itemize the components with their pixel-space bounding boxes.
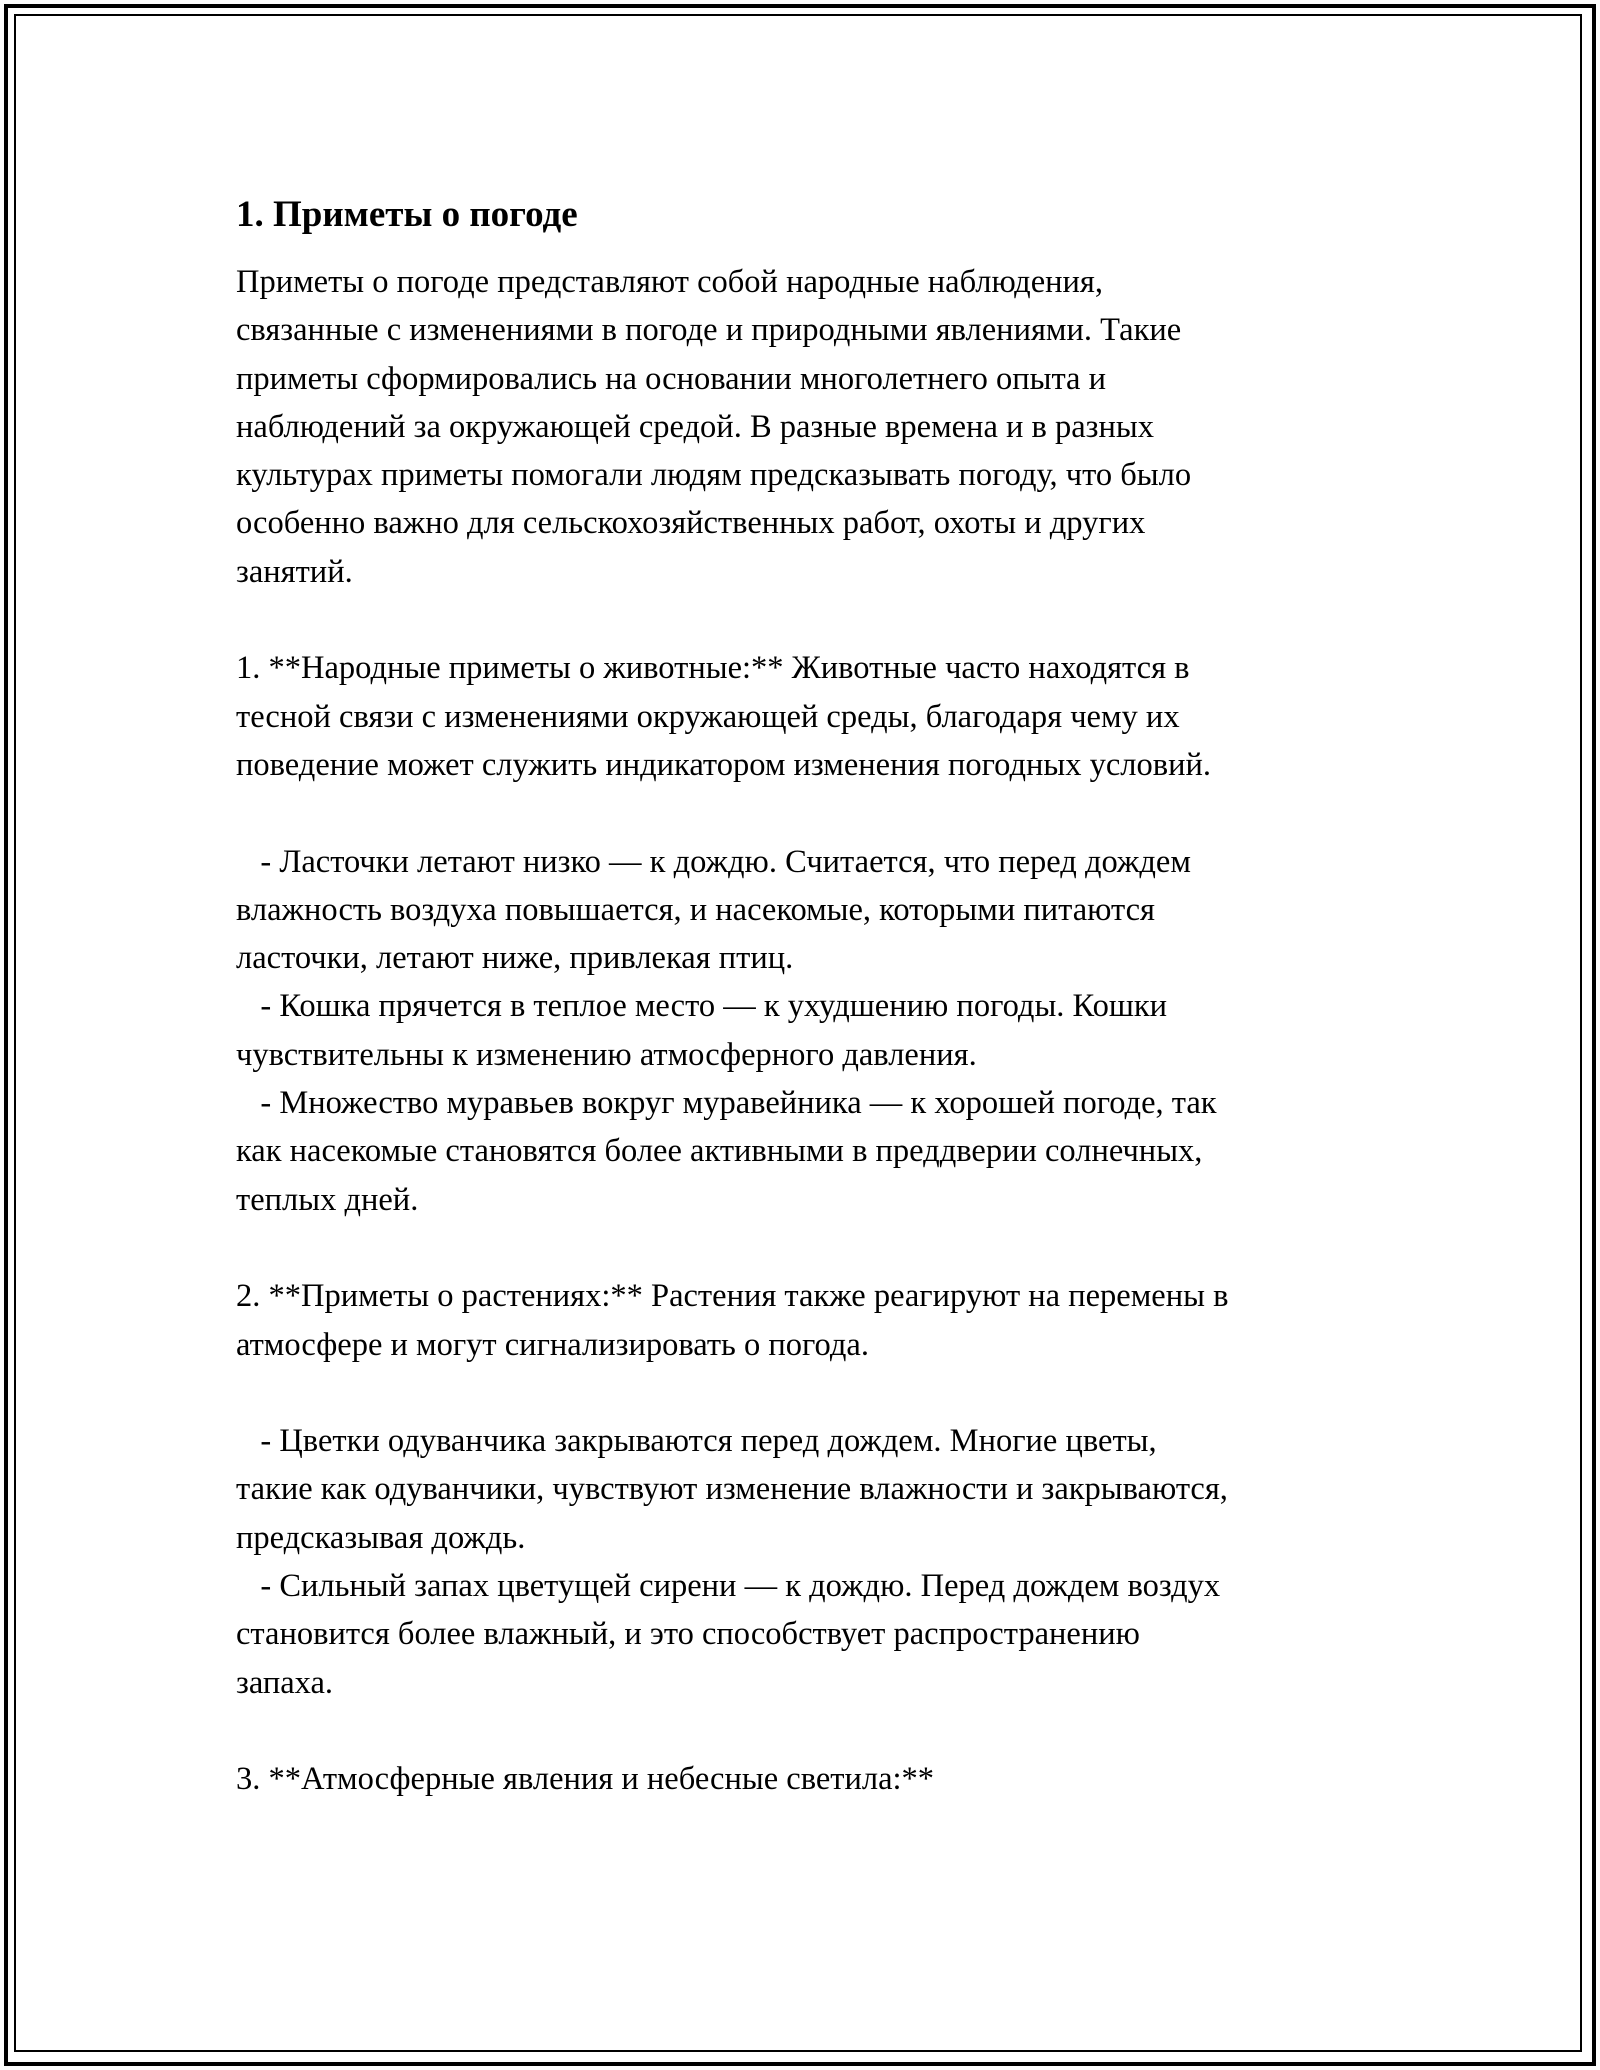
paragraph-gap <box>236 789 1396 837</box>
list-item-lilac: - Сильный запах цветущей сирени — к дождю. Перед дождем воздух становится более влажный, и это способствует распространению запаха. <box>236 1568 1221 1701</box>
paragraph-gap <box>236 596 1396 644</box>
paragraph-gap <box>236 1707 1396 1755</box>
list-item-dandelion: - Цветки одуванчика закрываются перед дождем. Многие цветы, такие как одуванчики, чувствуют изменение влажности и закрываются, предсказывая дождь. <box>236 1423 1228 1556</box>
section-heading-atmospheric: 3. **Атмосферные явления и небесные светила:** <box>236 1761 935 1798</box>
list-item-ants: - Множество муравьев вокруг муравейника — к хорошей погоде, так как насекомые становятся более активными в преддверии солнечных, теплых дней. <box>236 1085 1217 1218</box>
section-heading-animals: 1. **Народные приметы о животные:** Животные часто находятся в тесной связи с изменениями окружающей среды, благодаря чему их поведение может служить индикатором изменения погодных условий. <box>236 650 1211 783</box>
document-body <box>236 186 1396 1804</box>
paragraph-gap <box>236 1224 1396 1272</box>
list-item-cat: - Кошка прячется в теплое место — к ухудшению погоды. Кошки чувствительны к изменению атмосферного давления. <box>236 988 1168 1073</box>
section-heading-plants: 2. **Приметы о растениях:** Растения также реагируют на перемены в атмосфере и могут сигнализировать о погода. <box>236 1278 1229 1363</box>
list-item-swallows: - Ласточки летают низко — к дождю. Считается, что перед дождем влажность воздуха повышается, и насекомые, которыми питаются ласточки, летают ниже, привлекая птиц. <box>236 843 1191 977</box>
paragraph-gap <box>236 1369 1396 1417</box>
intro-paragraph: Приметы о погоде представляют собой народные наблюдения, связанные с изменениями в погоде и природными явлениями. Такие приметы сформировались на основании многолетнего опыта и наблюдений за окружающей средой. В разные времена и в разных культурах приметы помогали людям предсказывать погоду, что было особенно важно для сельскохозяйственных работ, охоты и других занятий. <box>236 264 1192 590</box>
document-title: 1. Приметы о погоде <box>236 194 578 235</box>
